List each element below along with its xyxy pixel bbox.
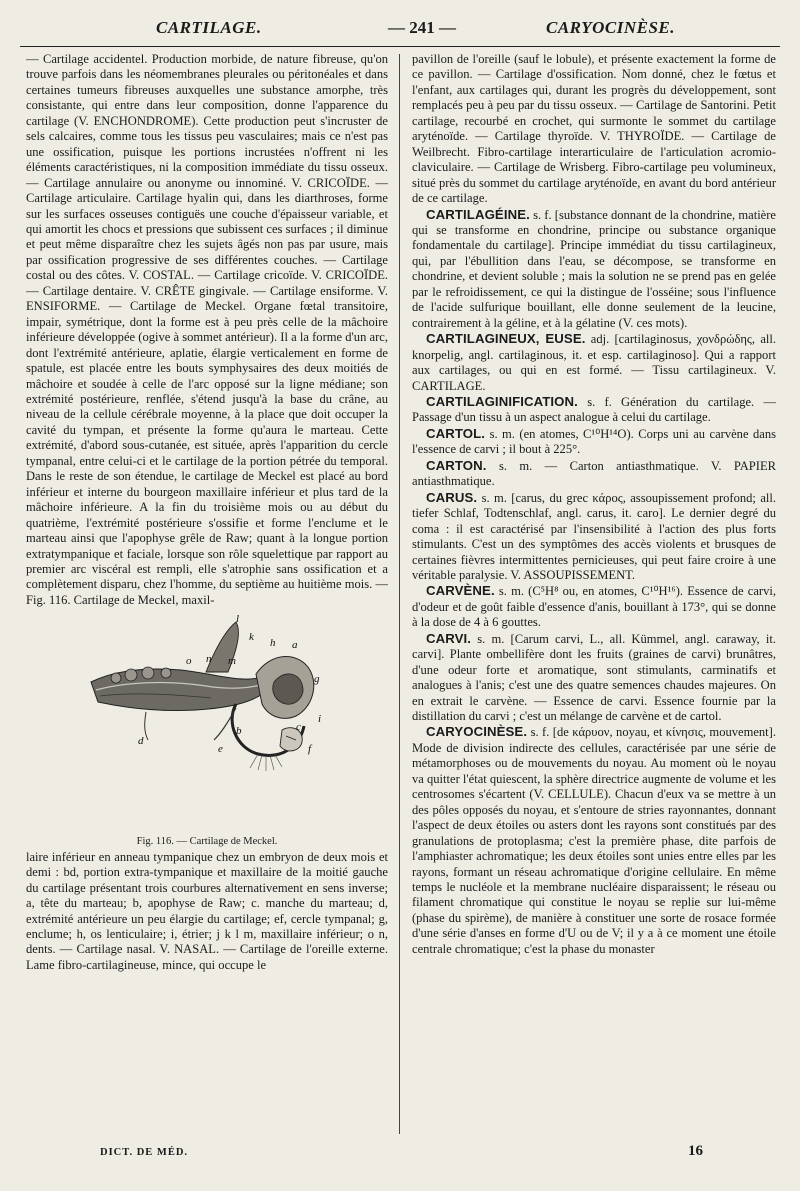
entry-carton [412, 458, 776, 490]
figure-label: g [314, 673, 320, 686]
page-footer [20, 1143, 780, 1167]
running-head [20, 18, 780, 47]
figure-label: m [228, 655, 236, 668]
running-head-right: CARYOCINÈSE. [546, 18, 675, 37]
figure-label: l [236, 613, 240, 626]
headword: CARTON. [426, 457, 487, 473]
headword: CARUS. [426, 489, 478, 505]
entry-caryocinese [412, 724, 776, 957]
headword: CARYOCINÈSE. [426, 724, 528, 740]
entry-carus [412, 490, 776, 584]
figure-label: f [308, 743, 312, 756]
cartilage-entry-end: pavillon de l'oreille (sauf le lobule), et présente exactement la forme de ce pavillon. — Cartilage d'ossification. Nom donné, chez le fœtus et l'enfant, aux cartilages qui, durant les progrès du développement, sont remplacés peu à peu par du tissu osseux. — Cartilage de Santorini. Petit cartilage, recourbé en crochet, qui surmonte le sommet du cartilage aryténoïde. — Cartilage thyroïde. V. THYROÏDE. — Cartilage de Weilbrecht. Fibro-cartilage interarticulaire de l'articulation acromio-claviculaire. — Cartilage de Wrisberg. Fibro-cartilage peu volumineux, situé près du sommet du cartilage aryténoïde, en avant du bord antérieur de ce cartilage. [412, 52, 776, 206]
figure-label: c [296, 721, 301, 734]
running-head-left: CARTILAGE. [156, 18, 262, 37]
entry-cartol [412, 426, 776, 458]
figure-label: h [270, 637, 276, 650]
page-number: — 241 — [388, 18, 456, 37]
figure-label: d [138, 735, 144, 748]
entry-cartilagineux [412, 331, 776, 394]
figure-label: i [318, 713, 322, 726]
headword: CARTOL. [426, 425, 486, 441]
figure-legend-text: laire inférieur en anneau tympanique chez un embryon de deux mois et demi : bd, portion extra-tympanique et maxillaire de la moitié gauche du cartilage présentant trois courbures alternativement en sens inverse; a, tête du marteau; b, apophyse de Raw; c. manche du marteau; d, extrémité antérieure un peu élargie du cartilage; ef, cercle tympanal; g, enclume; h, os lenticulaire; i, étrier; j k l m, maxillaire inférieur; o n, dents. — Cartilage nasal. V. NASAL. — Cartilage de l'oreille externe. Lame fibro-cartilagineuse, mince, qui occupe le [26, 849, 388, 972]
entry-body: s. f. Génération du cartilage. — Passage d'un tissu à un aspect analogue à celui du cartilage. [412, 394, 776, 425]
entry-body: s. f. [de κάρυον, noyau, et κίνησις, mouvement]. Mode de division indirecte des cellules, caractérisée par une série de métamorphoses ou de mouvements du noyau. Au moment où le noyau va quitter l'état quiescent, la sphère directrice augmente de volume et les centrosomes s'écartent (V. CELLULE). Chacun d'eux va se mettre à un des pôles opposés du noyau, et s'entoure de stries rayonnantes, donnant l'aspect de deux étoiles ou asters dont les rayons sont constitués par des granulations de protoplasma; c'est la première phase, dite parfois de l'amphiaster achromatique; les deux étoiles sont unies entre elles par les rayons, formant un réseau achromatique d'origine cellulaire. En même temps le nucléole et la membrane nucléaire disparaissent; le réseau ou filament chromatique qui constitue le noyau se replie sur lui-même (phase du spirème), de manière à constituer une sorte de rosace formée d'une série d'anses en forme d'U ou de V; il y a à ce moment une étoile centrale chromatique; c'est la phase du monaster [412, 725, 776, 956]
entry-body: s. m. — Carton antiasthmatique. V. PAPIER antiasthmatique. [412, 458, 776, 489]
figure-label: o [186, 655, 192, 668]
entry-body: s. f. [substance donnant de la chondrine, matière qui se transforme en chondrine, principe ou substance organique fondamentale du cartilage]. Principe immédiat du tissu cartilagineux, qui, par l'ébullition dans l'eau, se décompose, se transforme en chondrine, et devient soluble ; mais la solution ne se prend pas en gelée par le refroidissement, ce qui la distingue de l'osséine; sous l'influence de l'acide sulfurique bouillant, elle donne seulement de la leucine, contrairement à la géline, et à la gélatine (V. ces mots). [412, 207, 776, 330]
headword: CARTILAGINIFICATION. [426, 393, 578, 409]
headword: CARVI. [426, 630, 472, 646]
entry-body: s. m. (C⁵H⁸ ou, en atomes, C¹⁰H¹⁶). Essence de carvi, d'odeur et de goût faible d'essence d'anis, bouillant à 173°, qui se donne à la dose de 4 à 6 gouttes. [412, 584, 776, 630]
entry-body: s. m. [carus, du grec κάρος, assoupissement profond; all. tiefer Schlaf, Todtenschlaf, angl. carus, it. caro]. Le dernier degré du coma : il est caractérisé par l'insensibilité à l'action des plus forts stimulants. C'est un des symptômes des accès violents et brusques de certaines fièvres intermittentes pernicieuses, qui peut faire croire à une véritable paralysie. V. ASSOUPISSEMENT. [412, 490, 776, 582]
figure-label: e [218, 743, 223, 756]
headword: CARVÈNE. [426, 583, 495, 599]
figure-caption: Fig. 116. — Cartilage de Meckel. [136, 836, 278, 848]
right-column [412, 52, 776, 1134]
figure-label: b [236, 725, 242, 738]
headword: CARTILAGÉINE. [426, 206, 530, 222]
headword: CARTILAGINEUX, EUSE. [426, 331, 586, 347]
entry-carvene [412, 583, 776, 630]
left-column [26, 52, 388, 1134]
entry-cartilaginification [412, 394, 776, 426]
footer-sheet-number: 16 [688, 1143, 703, 1159]
column-divider [399, 54, 400, 1134]
entry-carvi [412, 631, 776, 725]
meckel-cartilage-illustration [86, 612, 336, 828]
footer-signature: DICT. DE MÉD. [100, 1147, 189, 1158]
figure-116 [26, 612, 388, 830]
entry-body: s. m. [Carum carvi, L., all. Kümmel, angl. caraway, it. carvi]. Plante ombellifère dont les fruits (graines de carvi) brunâtres, d'une odeur forte et aromatique, sont stimulants, carminatifs et analogues à l'anis; c'est une des quatre semences chaudes majeures. On en extrait le carvène. — Essence de carvi. Essence fournie par la distillation du carvi ; c'est un mélange de carvène et de cartol. [412, 631, 776, 724]
figure-label: a [292, 639, 298, 652]
cartilage-entry-continued: — Cartilage accidentel. Production morbide, de nature fibreuse, qu'on trouve parfois dans les néomembranes pleurales ou péritonéales et dans certaines tumeurs fibreuses auxquelles une substance amorphe, très consistante, qui entre dans leur composition, donne l'apparence du cartilage (V. ENCHONDROME). Cette production peut s'incruster de sels calcaires, comme tous les tissus peu vasculaires; mais ce n'est pas une ossification, puisque les portions incrustées n'offrent ni les éléments caractéristiques, ni la composition immédiate du tissu osseux. — Cartilage annulaire ou anonyme ou innominé. V. CRICOÏDE. — Cartilage articulaire. Cartilage hyalin qui, dans les diarthroses, forme sur les surfaces osseuses contiguës une couche d'épaisseur variable, et qui amortit les chocs et pressions que subissent ces surfaces ; il diminue et peut même disparaître chez les sujets âgés non pas par usure, mais par ossification progressive de ses différentes couches. — Cartilage costal ou des côtes. V. COSTAL. — Cartilage cricoïde. V. CRICOÏDE. — Cartilage dentaire. V. CRÊTE gingivale. — Cartilage ensiforme. V. ENSIFORME. — Cartilage de Meckel. Organe fœtal transitoire, impair, symétrique, dont la forme est à peu près celle de la mâchoire inférieure développée (ogive à sommet antérieur). Il a la forme d'un arc, dont l'extrémité antérieure, aplatie, élargie verticalement en forme de spatule, est placée entre les bouts symphysaires des deux moitiés de mâchoire et soudée à celle de l'arc opposé sur la ligne médiane; son extrémité postérieure, renflée, s'étend jusqu'à la base du crâne, au niveau de la cellule cérébrale moyenne, à la place que doit occuper la cavité du tympan, et présente la forme qu'aura le marteau. Cette extrémité, d'abord sous-cutanée, est située, après l'apparition du cercle tympanal, entre celui-ci et le cartilage de la portion pétrée du temporal. Dans le reste de son étendue, le cartilage de Meckel est placé au bord inférieur et interne du bourgeon maxillaire inférieur et plus tard de la mâchoire inférieure. A la fin du troisième mois ou au début du quatrième, l'extrémité postérieure s'ossifie et forme l'enclume et le marteau ainsi que l'apophyse grêle de Raw; quant à la longue portion extratympanique et faciale, lorsque son rôle squelettique par rapport au premier arc viscéral est rempli, elle s'atrophie sans ossification et a complètement disparu, chez l'homme, du septième au huitième mois. — Fig. 116. Cartilage de Meckel, maxil- [26, 52, 388, 607]
figure-label: k [249, 631, 254, 644]
entry-body: s. m. (en atomes, C¹⁰H¹⁴O). Corps uni au carvène dans l'essence de carvi ; il bout à 225°. [412, 426, 776, 457]
figure-label: n [206, 653, 212, 666]
entry-body: adj. [cartilaginosus, χονδρώδης, all. knorpelig, angl. cartilaginous, it. et esp. cartilaginoso]. Qui a rapport aux cartilages, ou qui en est formé. — Tissu cartilagineux. V. CARTILAGE. [412, 332, 776, 393]
entry-cartilageine [412, 207, 776, 332]
